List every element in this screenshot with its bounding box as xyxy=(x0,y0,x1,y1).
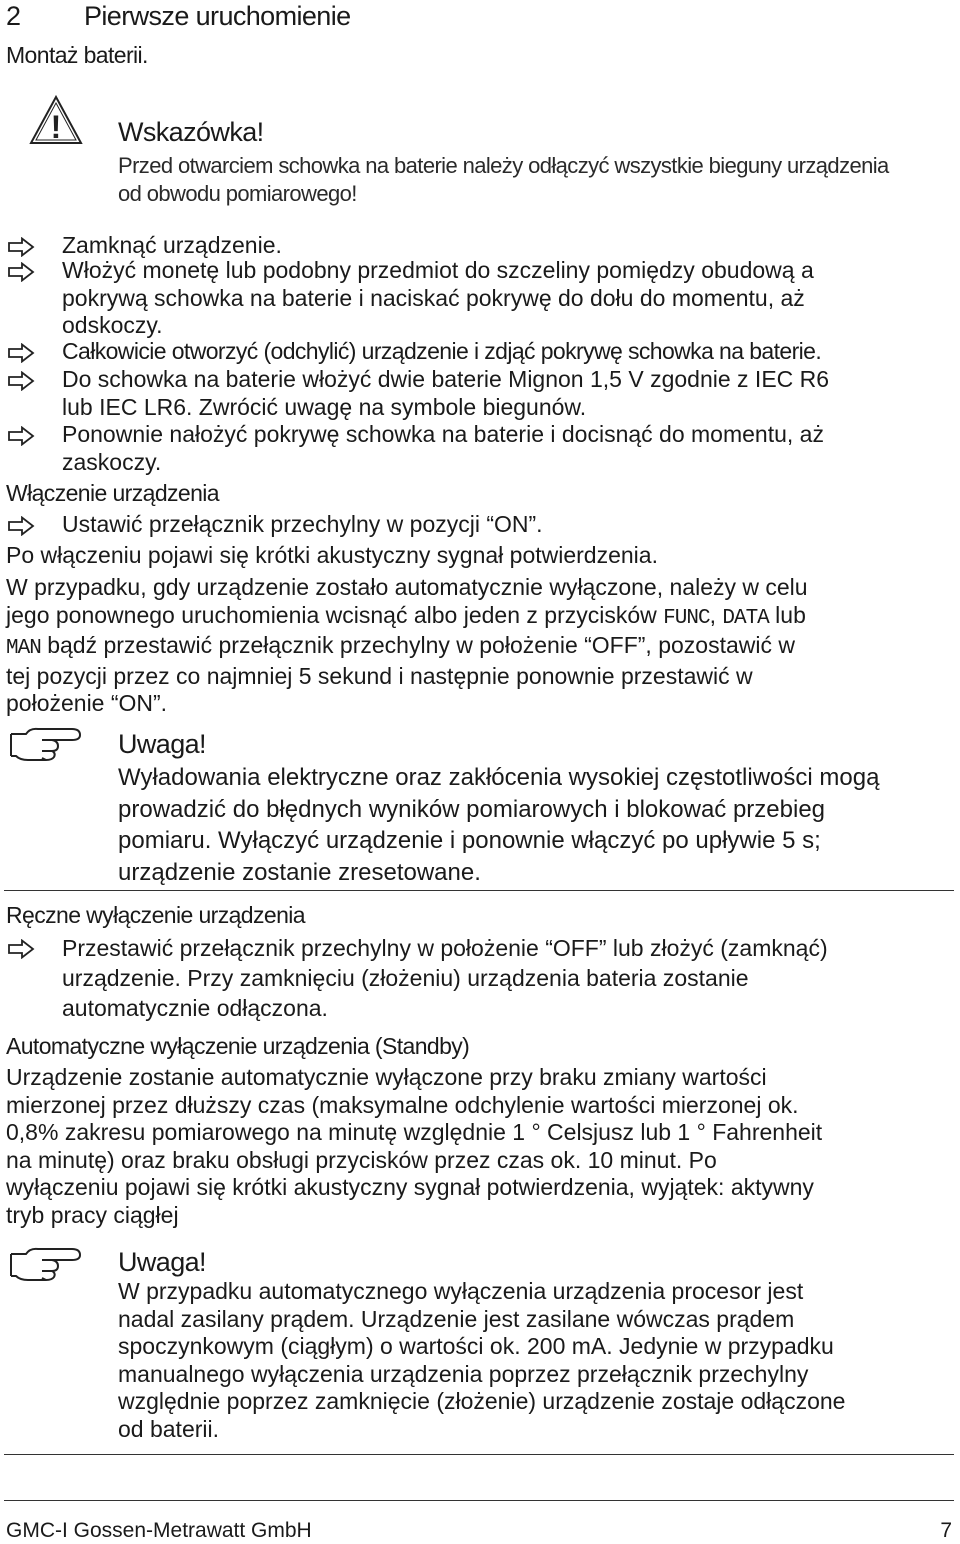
text-run: jego ponownego uruchomienia wcisnąć albo jeden z przycisków xyxy=(6,601,664,628)
power-on-para2 xyxy=(6,574,956,718)
pointing-hand-icon xyxy=(8,726,84,762)
warning-line: od obwodu pomiarowego! xyxy=(118,180,357,206)
text-run: , xyxy=(709,601,723,628)
para-line: 0,8% zakresu pomiarowego na minutę względnie 1 ° Celsjusz lub 1 ° Fahrenheit xyxy=(6,1119,823,1145)
para-line xyxy=(6,602,956,633)
man-key-label: MAN xyxy=(6,637,41,660)
note2-text xyxy=(118,1278,958,1443)
para-line xyxy=(6,632,956,663)
note1-text xyxy=(118,762,958,888)
divider xyxy=(4,890,954,891)
step-line: Przestawić przełącznik przechylny w położenie “OFF” lub złożyć (zamknąć) xyxy=(62,935,828,961)
warning-line: Przed otwarciem schowka na baterie należy odłączyć wszystkie bieguny urządzenia xyxy=(118,153,889,178)
arrow-step-icon xyxy=(7,237,35,257)
note-line: względnie poprzez zamknięcie (złożenie) urządzenie zostaje odłączone xyxy=(118,1388,846,1414)
note-line: Wyładowania elektryczne oraz zakłócenia wysokiej częstotliwości mogą xyxy=(118,764,880,791)
standby-text xyxy=(6,1064,956,1229)
step-line: Do schowka na baterie włożyć dwie baterie Mignon 1,5 V zgodnie z IEC R6 xyxy=(62,366,830,392)
para-line: mierzonej przez dłuższy czas (maksymalne odchylenie wartości mierzonej ok. xyxy=(6,1091,799,1118)
chapter-heading xyxy=(6,0,351,32)
note-line: W przypadku automatycznego wyłączenia urządzenia procesor jest xyxy=(118,1278,804,1304)
step-line: Włożyć monetę lub podobny przedmiot do szczeliny pomiędzy obudową a xyxy=(62,257,814,283)
warning-title: Wskazówka! xyxy=(118,117,264,147)
step-text xyxy=(62,338,952,366)
step-line: zaskoczy. xyxy=(62,448,162,475)
note-line: prowadzić do błędnych wyników pomiarowych i blokować przebieg xyxy=(118,795,826,823)
battery-heading: Montaż baterii. xyxy=(6,42,148,68)
svg-text:!: ! xyxy=(50,109,62,145)
step-text xyxy=(62,257,952,340)
para-line: położenie “ON”. xyxy=(6,690,168,716)
page-number: 7 xyxy=(940,1519,952,1542)
para-line: na minutę) oraz braku obsługi przycisków przez czas ok. 10 minut. Po xyxy=(6,1146,717,1173)
step-text xyxy=(62,421,952,476)
step-line: urządzenie. Przy zamknięciu (złożeniu) urządzenia bateria zostanie xyxy=(62,965,749,991)
para-line: Urządzenie zostanie automatycznie wyłączone przy braku zmiany wartości xyxy=(6,1064,767,1090)
note-line: pomiaru. Wyłączyć urządzenie i ponownie włączyć po upływie 5 s; xyxy=(118,827,821,854)
power-on-para1: Po włączeniu pojawi się krótki akustyczny sygnał potwierdzenia. xyxy=(6,542,658,568)
note-line: spoczynkowym (ciągłym) o wartości ok. 200 mA. Jedynie w przypadku xyxy=(118,1333,834,1359)
chapter-title: Pierwsze uruchomienie xyxy=(84,1,351,31)
footer-company: GMC-I Gossen-Metrawatt GmbH xyxy=(6,1519,312,1542)
pointing-hand-icon xyxy=(8,1246,84,1282)
step-line: odskoczy. xyxy=(62,312,163,338)
step-text xyxy=(62,933,952,1023)
arrow-step-icon xyxy=(7,343,35,363)
note1-title: Uwaga! xyxy=(118,729,206,759)
para-line: tryb pracy ciągłej xyxy=(6,1201,179,1228)
step-text: Ustawić przełącznik przechylny w pozycji “ON”. xyxy=(62,511,543,537)
arrow-step-icon xyxy=(7,426,35,446)
para-line: W przypadku, gdy urządzenie zostało automatycznie wyłączone, należy w celu xyxy=(6,574,808,600)
step-line: automatycznie odłączona. xyxy=(62,995,328,1021)
note-line: urządzenie zostanie zresetowane. xyxy=(118,858,481,886)
para-line: tej pozycji przez co najmniej 5 sekund i następnie ponownie przestawić w xyxy=(6,662,753,689)
step-text xyxy=(62,232,952,260)
step-line: Zamknąć urządzenie. xyxy=(62,232,282,258)
note-line: manualnego wyłączenia urządzenia poprzez przełącznik przechylny xyxy=(118,1360,809,1387)
arrow-step-icon xyxy=(7,516,35,536)
step-line: Całkowicie otworzyć (odchylić) urządzenie i zdjąć pokrywę schowka na baterie. xyxy=(62,338,822,364)
text-run: bądź przestawić przełącznik przechylny w położenie “OFF”, pozostawić w xyxy=(40,632,795,658)
arrow-step-icon xyxy=(7,262,35,282)
arrow-step-icon xyxy=(7,371,35,391)
power-on-heading: Włączenie urządzenia xyxy=(6,480,220,506)
standby-heading: Automatyczne wyłączenie urządzenia (Standby) xyxy=(6,1033,470,1059)
step-line: pokrywą schowka na baterie i naciskać pokrywę do dołu do momentu, aż xyxy=(62,284,805,311)
divider xyxy=(4,1454,954,1455)
warning-triangle-icon xyxy=(28,94,84,146)
chapter-number: 2 xyxy=(6,1,21,31)
step-text xyxy=(62,366,952,421)
note-line: nadal zasilany prądem. Urządzenie jest zasilane wówczas prądem xyxy=(118,1305,795,1332)
step-line: Ponownie nałożyć pokrywę schowka na baterie i docisnąć do momentu, aż xyxy=(62,421,824,447)
func-key-label: FUNC xyxy=(663,606,710,630)
warning-text xyxy=(118,152,958,207)
footer-rule xyxy=(4,1500,954,1501)
text-run: lub xyxy=(768,601,806,628)
note2-title: Uwaga! xyxy=(118,1247,206,1277)
manual-off-heading: Ręczne wyłączenie urządzenia xyxy=(6,902,305,928)
step-line: lub IEC LR6. Zwrócić uwagę na symbole biegunów. xyxy=(62,393,587,420)
para-line: wyłączeniu pojawi się krótki akustyczny sygnał potwierdzenia, wyjątek: aktywny xyxy=(6,1174,814,1200)
note-line: od baterii. xyxy=(118,1415,220,1442)
arrow-step-icon xyxy=(7,939,35,959)
data-key-label: DATA xyxy=(722,606,769,630)
